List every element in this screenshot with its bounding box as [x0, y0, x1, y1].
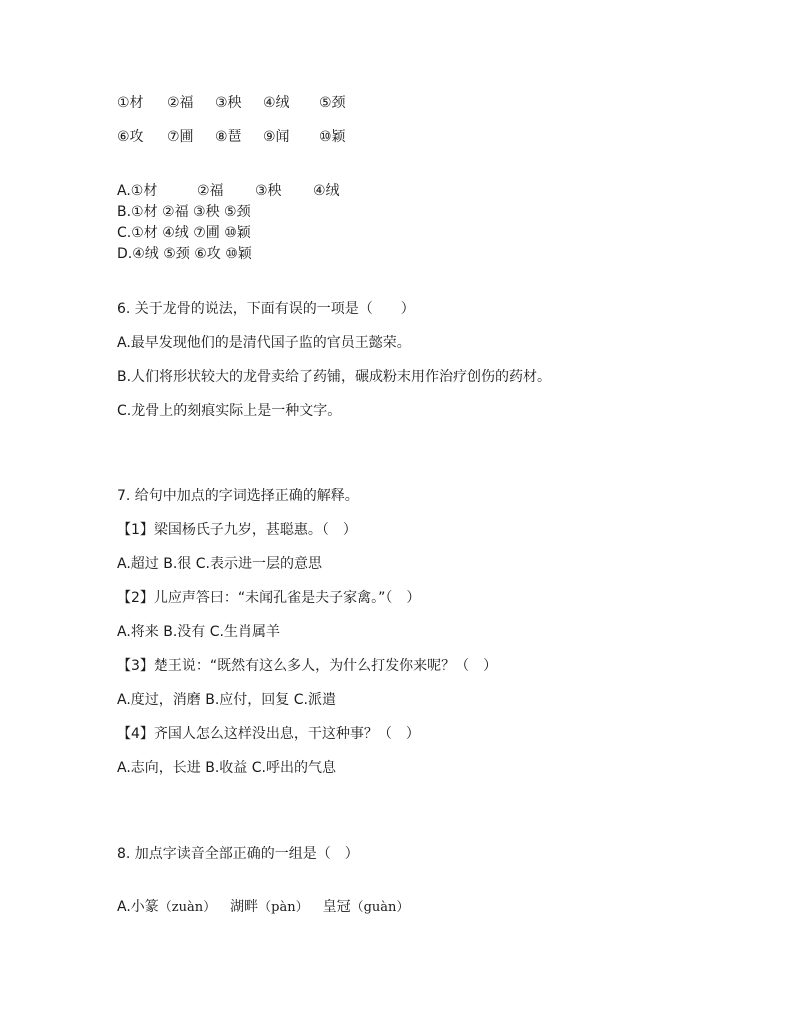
question-7-sentence-4: 【4】齐国人怎么这样没出息，干这种事？（ ）: [117, 726, 420, 742]
question-8-word-1: A.小篆: [117, 899, 159, 915]
question-8-stem: 8. 加点字读音全部正确的一组是（ ）: [117, 846, 359, 862]
question-7-options-4: A.志向，长进 B.收益 C.呼出的气息: [117, 760, 336, 776]
question-7-options-2: A.将来 B.没有 C.生肖属羊: [117, 624, 280, 640]
choice-a-part-4: ④绒: [313, 183, 340, 199]
question-8-option-a: [117, 898, 409, 917]
choice-a-part-2: ②福: [197, 183, 224, 199]
question-7-options-3: A.度过，消磨 B.应付，回复 C.派遣: [117, 692, 336, 708]
choice-a: [117, 182, 340, 200]
options-row-2: [117, 128, 346, 146]
question-6-option-b: B.人们将形状较大的龙骨卖给了药铺，碾成粉末用作治疗创伤的药材。: [117, 369, 552, 385]
question-6-option-a: A.最早发现他们的是清代国子监的官员王懿荣。: [117, 335, 411, 351]
question-7-options-1: A.超过 B.很 C.表示进一层的意思: [117, 556, 322, 572]
question-7-sentence-1: 【1】梁国杨氏子九岁，甚聪惠。（ ）: [117, 522, 357, 538]
option-2: ②福: [167, 95, 194, 111]
option-6: ⑥攻: [117, 129, 144, 145]
question-8-word-3: 皇冠: [322, 899, 351, 915]
question-6-option-c: C.龙骨上的刻痕实际上是一种文字。: [117, 403, 342, 419]
option-10: ⑩颖: [319, 129, 346, 145]
choice-b: B.①材 ②福 ③秧 ⑤颈: [117, 204, 251, 220]
option-8: ⑧琶: [215, 129, 242, 145]
option-9: ⑨闻: [263, 129, 290, 145]
question-7-stem: 7. 给句中加点的字词选择正确的解释。: [117, 488, 359, 504]
option-3: ③秧: [215, 95, 242, 111]
options-row-1: [117, 94, 346, 112]
question-7-sentence-3: 【3】楚王说：“既然有这么多人，为什么打发你来呢？（ ）: [117, 658, 498, 674]
choice-c: C.①材 ④绒 ⑦圃 ⑩颖: [117, 225, 251, 241]
choice-d: D.④绒 ⑤颈 ⑥攻 ⑩颖: [117, 246, 252, 262]
question-7-sentence-2: 【2】儿应声答曰：“未闻孔雀是夫子家禽。”（ ）: [117, 590, 421, 606]
option-4: ④绒: [263, 95, 290, 111]
option-7: ⑦圃: [167, 129, 194, 145]
question-8-word-2: 湖畔: [230, 899, 259, 915]
question-8-pinyin-1: （zuàn）: [158, 900, 217, 915]
question-6-stem: 6. 关于龙骨的说法，下面有误的一项是（ ）: [117, 301, 415, 317]
choice-a-part-3: ③秧: [255, 183, 282, 199]
choice-a-part-1: A.①材: [117, 183, 158, 199]
question-8-pinyin-3: （guàn）: [350, 900, 410, 915]
option-5: ⑤颈: [319, 95, 346, 111]
option-1: ①材: [117, 95, 144, 111]
question-8-pinyin-2: （pàn）: [258, 900, 309, 915]
